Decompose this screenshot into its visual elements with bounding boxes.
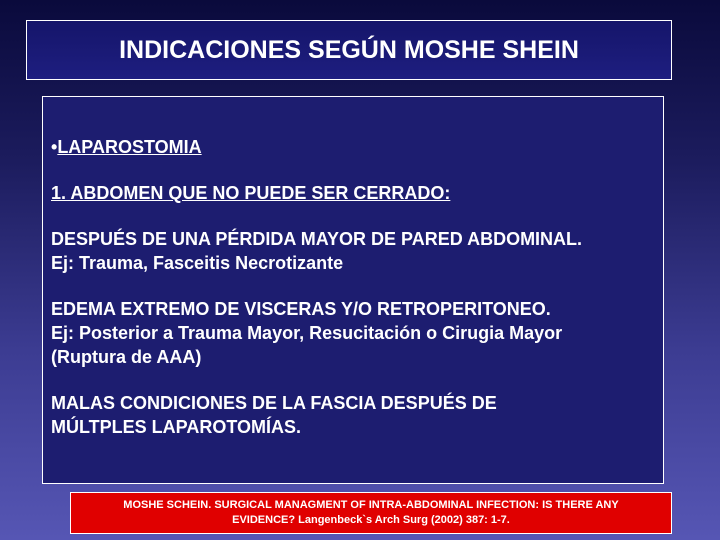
item-1-line-2: Ej: Trauma, Fasceitis Necrotizante: [51, 253, 344, 273]
spacer: [51, 275, 655, 297]
item-3-line-2: MÚLTPLES LAPAROTOMÍAS.: [51, 417, 301, 437]
section-heading: 1. ABDOMEN QUE NO PUEDE SER CERRADO:: [51, 183, 451, 203]
content-panel: [42, 96, 664, 484]
slide-title: INDICACIONES SEGÚN MOSHE SHEIN: [119, 35, 579, 64]
item-2-line-3: (Ruptura de AAA): [51, 347, 202, 367]
item-2-line-1: EDEMA EXTREMO DE VISCERAS Y/O RETROPERITONEO.: [51, 299, 551, 319]
slide-title-box: [26, 20, 672, 80]
bullet-marker: •: [51, 137, 58, 157]
reference-citation: [70, 492, 672, 534]
bullet-label: LAPAROSTOMIA: [57, 137, 202, 157]
reference-line-1: MOSHE SCHEIN. SURGICAL MANAGMENT OF INTRA-ABDOMINAL INFECTION: IS THERE ANY: [123, 499, 619, 511]
reference-line-2: EVIDENCE? Langenbeck`s Arch Surg (2002) 387: 1-7.: [232, 514, 510, 526]
bullet-heading: [51, 135, 655, 159]
spacer: [51, 159, 655, 181]
item-2-line-2: Ej: Posterior a Trauma Mayor, Resucitación o Cirugia Mayor: [51, 323, 563, 343]
spacer: [51, 205, 655, 227]
item-3-line-1: MALAS CONDICIONES DE LA FASCIA DESPUÉS DE: [51, 393, 497, 413]
spacer: [51, 369, 655, 391]
item-1-line-1: DESPUÉS DE UNA PÉRDIDA MAYOR DE PARED ABDOMINAL.: [51, 229, 583, 249]
